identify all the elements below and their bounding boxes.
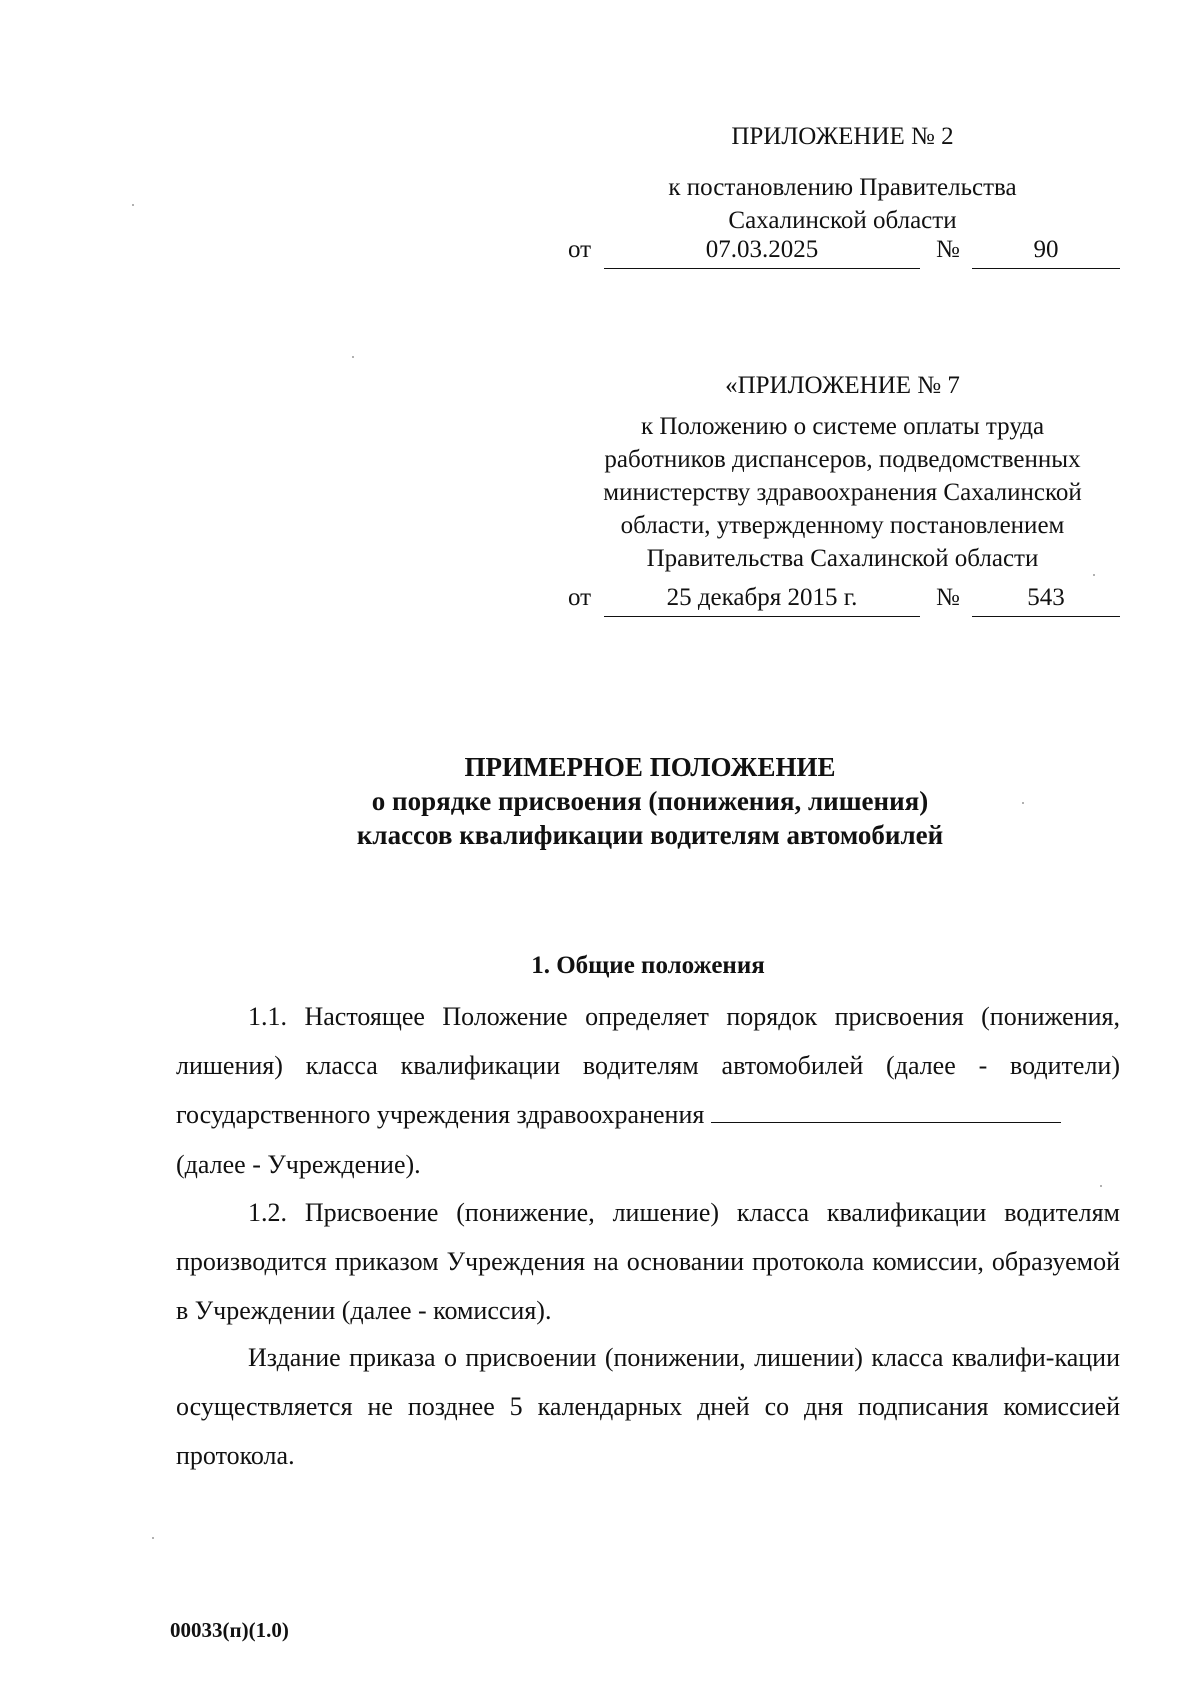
appendix-quoted-date: 25 декабря 2015 г. <box>604 584 920 617</box>
appendix-main-line1: к постановлению Правительства <box>668 174 1017 201</box>
appendix-main-number: 90 <box>972 236 1120 269</box>
appendix-quoted-no-sign: № <box>936 584 960 611</box>
scan-speck <box>352 356 354 358</box>
paragraph-1-1-tail: (далее - Учреждение). <box>176 1150 421 1179</box>
appendix-quoted-dateline <box>568 584 1120 618</box>
appendix-quoted-block <box>560 369 1125 575</box>
appendix-main-date: 07.03.2025 <box>604 236 920 269</box>
document-title <box>300 750 1000 852</box>
appendix-main-dateline <box>568 236 1120 270</box>
paragraph-1-2: 1.2. Присвоение (понижение, лишение) класса квалификации водителям производится приказом Учреждения на основании протокола комиссии, образуемой в Учреждении (далее - комиссия). <box>176 1198 1120 1325</box>
footer-code: 00033(п)(1.0) <box>170 1618 289 1642</box>
scan-speck <box>1093 574 1095 576</box>
blank-line <box>711 1102 1061 1123</box>
section-heading: 1. Общие положения <box>531 952 765 979</box>
appendix-main-title: ПРИЛОЖЕНИЕ № 2 <box>731 123 954 150</box>
appendix-main-block <box>560 120 1125 237</box>
document-title-line1: ПРИМЕРНОЕ ПОЛОЖЕНИЕ <box>464 752 836 782</box>
scan-speck <box>132 204 134 206</box>
scan-speck <box>1022 802 1024 804</box>
appendix-quoted-line: к Положению о системе оплаты труда <box>640 413 1045 440</box>
paragraph-1-1 <box>176 992 1120 1139</box>
paragraph-order-issue: Издание приказа о присвоении (понижении, лишении) класса квалифи-кации осуществляется не позднее 5 календарных дней со дня подписания комиссией протокола. <box>176 1343 1120 1470</box>
appendix-quoted-line: министерству здравоохранения Сахалинской <box>603 479 1082 506</box>
document-title-line3: классов квалификации водителям автомобилей <box>356 820 944 850</box>
appendix-quoted-number: 543 <box>972 584 1120 617</box>
appendix-main-no-sign: № <box>936 236 960 263</box>
appendix-quoted-line: Правительства Сахалинской области <box>646 545 1039 572</box>
appendix-main-ot: от <box>568 236 592 263</box>
appendix-quoted-line: области, утвержденному постановлением <box>620 512 1065 539</box>
scan-speck <box>152 1537 154 1539</box>
paragraph-1-1-text: 1.1. Настоящее Положение определяет порядок присвоения (понижения, лишения) класса квалификации водителям автомобилей (далее - водители) государственного учреждения здравоохранения <box>176 1002 1120 1129</box>
appendix-quoted-title: «ПРИЛОЖЕНИЕ № 7 <box>725 372 960 399</box>
scan-speck <box>1100 1185 1102 1187</box>
appendix-main-line2: Сахалинской области <box>728 207 957 234</box>
appendix-quoted-line: работников диспансеров, подведомственных <box>604 446 1081 473</box>
document-title-line2: о порядке присвоения (понижения, лишения) <box>371 786 929 816</box>
appendix-quoted-ot: от <box>568 584 592 611</box>
